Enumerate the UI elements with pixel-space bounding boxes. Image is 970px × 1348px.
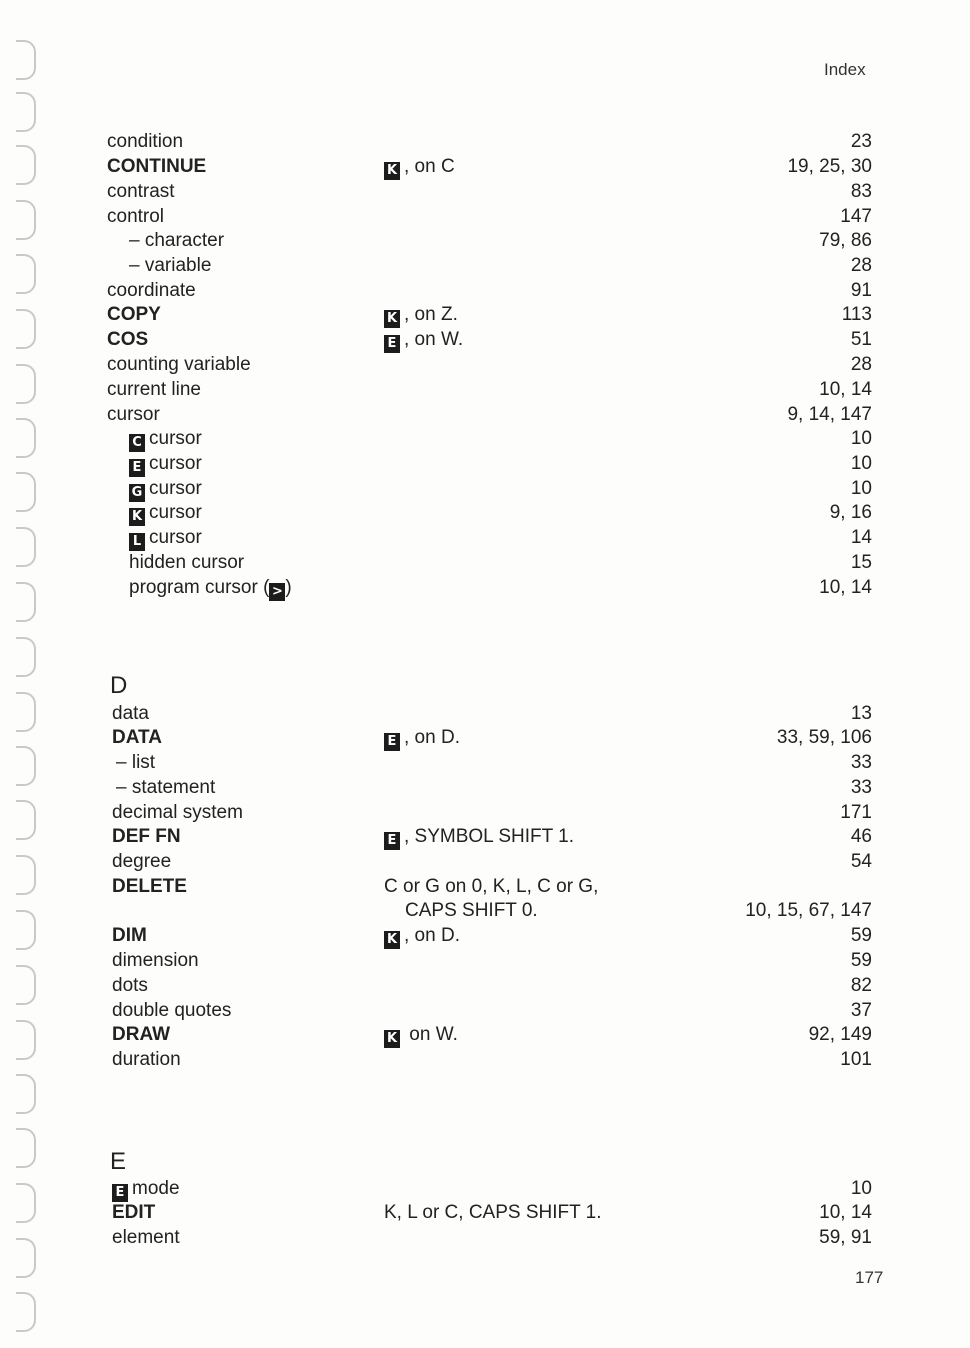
entry-term: COS bbox=[107, 329, 149, 350]
index-entry bbox=[0, 378, 970, 402]
index-entry bbox=[0, 279, 970, 303]
entry-term: COPY bbox=[107, 304, 161, 325]
index-entry bbox=[0, 576, 970, 600]
index-entry bbox=[0, 1177, 970, 1201]
entry-pages: 54 bbox=[850, 851, 872, 872]
entry-term: G cursor bbox=[129, 477, 202, 502]
e-key-icon: E bbox=[384, 832, 400, 850]
entry-pages: 10, 15, 67, 147 bbox=[745, 900, 872, 921]
k-key-icon: K bbox=[384, 310, 400, 328]
entry-pages: 33 bbox=[850, 777, 872, 798]
entry-term: duration bbox=[112, 1049, 181, 1070]
index-entry bbox=[0, 155, 970, 179]
entry-pages: 59, 91 bbox=[819, 1227, 872, 1248]
entry-pages: 10 bbox=[850, 478, 872, 499]
entry-term: degree bbox=[112, 851, 172, 872]
program-cursor-icon: > bbox=[269, 583, 285, 601]
entry-pages: 10, 14 bbox=[819, 577, 872, 598]
entry-term: dimension bbox=[112, 950, 199, 971]
entry-term: control bbox=[107, 206, 165, 227]
l-cursor-icon: L bbox=[129, 533, 145, 551]
entry-term: L cursor bbox=[129, 526, 202, 551]
entry-term: dots bbox=[112, 975, 148, 996]
entry-pages: 79, 86 bbox=[819, 230, 872, 251]
entry-keystroke: E , SYMBOL SHIFT 1. bbox=[384, 825, 574, 850]
k-key-icon: K bbox=[384, 931, 400, 949]
entry-term: DATA bbox=[112, 727, 162, 748]
k-key-icon: K bbox=[384, 1030, 400, 1048]
entry-term: E cursor bbox=[129, 452, 202, 477]
index-entry bbox=[0, 551, 970, 575]
entry-pages: 91 bbox=[850, 280, 872, 301]
entry-pages: 83 bbox=[850, 181, 872, 202]
index-entry bbox=[0, 726, 970, 750]
entry-keystroke: CAPS SHIFT 0. bbox=[405, 900, 538, 921]
index-entry bbox=[0, 702, 970, 726]
index-entry bbox=[0, 229, 970, 253]
entry-pages: 171 bbox=[840, 802, 872, 823]
entry-pages: 101 bbox=[840, 1049, 872, 1070]
k-key-icon: K bbox=[384, 162, 400, 180]
entry-term: DIM bbox=[112, 925, 147, 946]
index-entry bbox=[0, 875, 970, 899]
index-entry bbox=[0, 949, 970, 973]
entry-term: hidden cursor bbox=[129, 552, 245, 573]
index-entry bbox=[0, 924, 970, 948]
index-entry bbox=[0, 303, 970, 327]
entry-term: – variable bbox=[129, 255, 212, 276]
entry-keystroke: K , on Z. bbox=[384, 303, 458, 328]
e-mode-icon: E bbox=[112, 1184, 128, 1202]
entry-term: double quotes bbox=[112, 1000, 232, 1021]
entry-term: element bbox=[112, 1227, 180, 1248]
index-entry bbox=[0, 180, 970, 204]
entry-term: current line bbox=[107, 379, 201, 400]
entry-term: coordinate bbox=[107, 280, 196, 301]
entry-pages: 9, 14, 147 bbox=[787, 404, 872, 425]
index-entry bbox=[0, 205, 970, 229]
index-entry bbox=[0, 353, 970, 377]
entry-pages: 59 bbox=[850, 925, 872, 946]
entry-pages: 10, 14 bbox=[819, 379, 872, 400]
entry-term: K cursor bbox=[129, 501, 202, 526]
g-cursor-icon: G bbox=[129, 484, 145, 502]
index-entry bbox=[0, 850, 970, 874]
k-cursor-icon: K bbox=[129, 508, 145, 526]
index-entry bbox=[0, 801, 970, 825]
entry-pages: 147 bbox=[840, 206, 872, 227]
c-cursor-icon: C bbox=[129, 434, 145, 452]
index-entry bbox=[0, 1048, 970, 1072]
entry-term: – character bbox=[129, 230, 225, 251]
entry-pages: 19, 25, 30 bbox=[787, 156, 872, 177]
entry-keystroke: E , on D. bbox=[384, 726, 460, 751]
section-heading-d: D bbox=[110, 672, 128, 699]
entry-pages: 92, 149 bbox=[808, 1024, 872, 1045]
page-number: 177 bbox=[855, 1268, 884, 1287]
entry-term: E mode bbox=[112, 1177, 180, 1202]
entry-term: cursor bbox=[107, 404, 160, 425]
index-entry bbox=[0, 899, 970, 923]
entry-pages: 46 bbox=[850, 826, 872, 847]
e-key-icon: E bbox=[384, 335, 400, 353]
entry-keystroke: K , on C bbox=[384, 155, 455, 180]
entry-pages: 113 bbox=[841, 304, 872, 325]
entry-keystroke: K , on D. bbox=[384, 924, 460, 949]
section-heading-e: E bbox=[110, 1148, 127, 1175]
entry-pages: 82 bbox=[850, 975, 872, 996]
index-entry bbox=[0, 427, 970, 451]
e-cursor-icon: E bbox=[129, 459, 145, 477]
entry-term: – list bbox=[116, 752, 156, 773]
entry-keystroke: K on W. bbox=[384, 1023, 458, 1048]
index-entry bbox=[0, 825, 970, 849]
entry-pages: 14 bbox=[850, 527, 872, 548]
entry-term: CONTINUE bbox=[107, 156, 207, 177]
index-entry bbox=[0, 751, 970, 775]
entry-pages: 37 bbox=[850, 1000, 872, 1021]
index-entry bbox=[0, 1201, 970, 1225]
entry-term: DRAW bbox=[112, 1024, 171, 1045]
running-head: Index bbox=[824, 60, 866, 79]
entry-pages: 51 bbox=[850, 329, 872, 350]
index-entry bbox=[0, 328, 970, 352]
index-entry bbox=[0, 776, 970, 800]
entry-pages: 59 bbox=[850, 950, 872, 971]
entry-term: DEF FN bbox=[112, 826, 181, 847]
e-key-icon: E bbox=[384, 733, 400, 751]
index-entry bbox=[0, 130, 970, 154]
entry-term: – statement bbox=[116, 777, 216, 798]
entry-pages: 10 bbox=[850, 1178, 872, 1199]
index-entry bbox=[0, 501, 970, 525]
entry-term: C cursor bbox=[129, 427, 202, 452]
entry-term: EDIT bbox=[112, 1202, 156, 1223]
index-entry bbox=[0, 974, 970, 998]
entry-term: data bbox=[112, 703, 149, 724]
entry-pages: 10 bbox=[850, 453, 872, 474]
entry-pages: 10 bbox=[850, 428, 872, 449]
entry-keystroke: C or G on 0, K, L, C or G, bbox=[384, 876, 599, 897]
index-entry bbox=[0, 477, 970, 501]
index-entry bbox=[0, 526, 970, 550]
entry-pages: 15 bbox=[850, 552, 872, 573]
entry-pages: 9, 16 bbox=[829, 502, 872, 523]
entry-term: DELETE bbox=[112, 876, 187, 897]
index-entry bbox=[0, 1023, 970, 1047]
entry-term: condition bbox=[107, 131, 184, 152]
entry-pages: 10, 14 bbox=[819, 1202, 872, 1223]
entry-term: program cursor ( > ) bbox=[129, 577, 292, 599]
entry-pages: 13 bbox=[850, 703, 872, 724]
index-entry bbox=[0, 1226, 970, 1250]
index-entry bbox=[0, 452, 970, 476]
entry-keystroke: E , on W. bbox=[384, 328, 463, 353]
entry-term: counting variable bbox=[107, 354, 251, 375]
entry-term: contrast bbox=[107, 181, 175, 202]
entry-pages: 33, 59, 106 bbox=[776, 727, 872, 748]
entry-pages: 28 bbox=[850, 354, 872, 375]
entry-pages: 33 bbox=[850, 752, 872, 773]
index-entry bbox=[0, 254, 970, 278]
index-entry bbox=[0, 403, 970, 427]
entry-pages: 28 bbox=[850, 255, 872, 276]
entry-keystroke: K, L or C, CAPS SHIFT 1. bbox=[384, 1202, 602, 1223]
entry-pages: 23 bbox=[850, 131, 872, 152]
entry-term: decimal system bbox=[112, 802, 243, 823]
index-entry bbox=[0, 999, 970, 1023]
